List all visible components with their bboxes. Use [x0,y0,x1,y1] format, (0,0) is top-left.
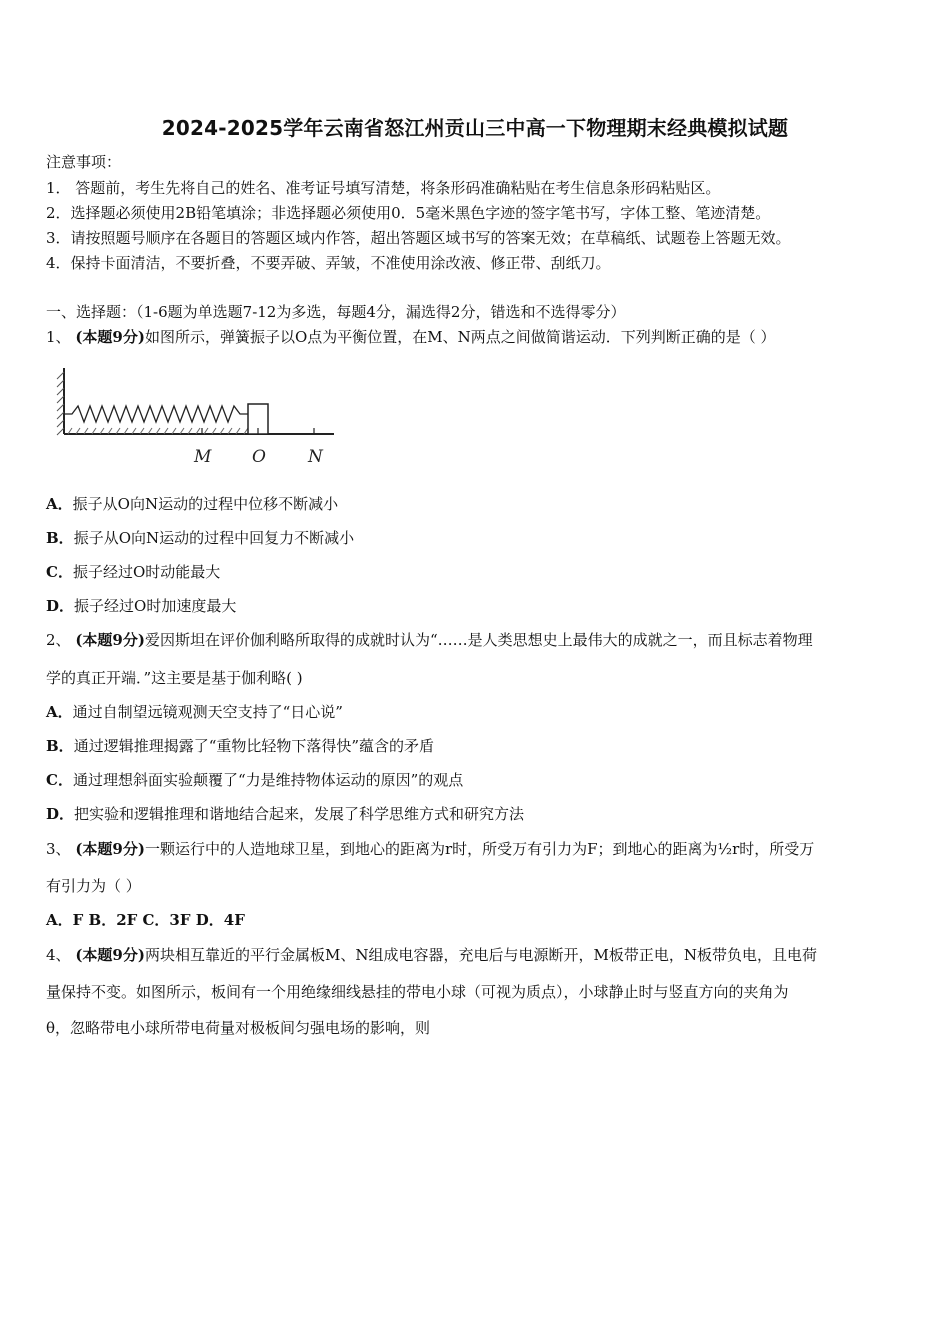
notice-item-3: 3．请按照题号顺序在各题目的答题区域内作答，超出答题区域书写的答案无效；在草稿纸、试题卷上答题无效。 [46,229,791,247]
question-3: 3、 (本题9分)一颗运行中的人造地球卫星，到地心的距离为r时，所受万有引力为F；到地心的距离为½r时，所受万 [46,840,815,858]
page-title: 2024-2025学年云南省怒江州贡山三中高一下物理期末经典模拟试题 [161,116,789,140]
question-4: 4、 (本题9分)两块相互靠近的平行金属板M、N组成电容器，充电后与电源断开，M板带正电，N板带负电，且电荷 [46,946,817,964]
q2-option-d: D．把实验和逻辑推理和谐地结合起来，发展了科学思维方式和研究方法 [46,805,525,823]
label-M: M [194,447,212,467]
notice-item-2: 2．选择题必须使用2B铅笔填涂；非选择题必须使用0．5毫米黑色字迹的签字笔书写，字体工整、笔迹清楚。 [46,204,771,222]
q1-option-b: B．振子从O向N运动的过程中回复力不断减小 [46,529,355,547]
notice-item-4: 4．保持卡面清洁，不要折叠，不要弄破、弄皱，不准使用涂改液、修正带、刮纸刀。 [46,254,611,272]
q1-option-d: D．振子经过O时加速度最大 [46,597,237,615]
question-2: 2、 (本题9分)爱因斯坦在评价伽利略所取得的成就时认为“……是人类思想史上最伟大的成就之一，而且标志着物理 [46,631,813,649]
label-N: N [308,447,323,467]
question-3-continued: 有引力为（ ） [46,877,141,895]
notice-item-1: 1． 答题前，考生先将自己的姓名、准考证号填写清楚，将条形码准确粘贴在考生信息条形码粘贴区。 [46,179,721,197]
q2-option-c: C．通过理想斜面实验颠覆了“力是维持物体运动的原因”的观点 [46,771,464,789]
question-4-continued-2: θ，忽略带电小球所带电荷量对极板间匀强电场的影响，则 [46,1019,431,1037]
question-points: (本题9分) [75,328,145,346]
section-heading: 一、选择题：（1-6题为单选题7-12为多选，每题4分，漏选得2分，错选和不选得零分） [46,303,626,321]
question-2-continued: 学的真正开端．”这主要是基于伽利略( ) [46,669,303,687]
question-text: 如图所示，弹簧振子以O点为平衡位置，在M、N两点之间做简谐运动．下列判断正确的是（ ） [144,328,776,346]
q3-options: A．F B．2F C．3F D．4F [46,911,245,929]
notice-heading: 注意事项： [46,153,122,171]
q2-option-b: B．通过逻辑推理揭露了“重物比轻物下落得快”蕴含的矛盾 [46,737,435,755]
q2-option-a: A．通过自制望远镜观测天空支持了“日心说” [46,703,343,721]
question-4-continued-1: 量保持不变。如图所示，板间有一个用绝缘细线悬挂的带电小球（可视为质点），小球静止时与竖直方向的夹角为 [46,983,789,1001]
q1-option-c: C．振子经过O时动能最大 [46,563,221,581]
label-O: O [252,447,266,467]
q1-option-a: A．振子从O向N运动的过程中位移不断减小 [46,495,339,513]
spring-oscillator-figure [52,362,342,472]
question-1 [46,327,776,347]
question-number: 1、 [46,328,71,346]
